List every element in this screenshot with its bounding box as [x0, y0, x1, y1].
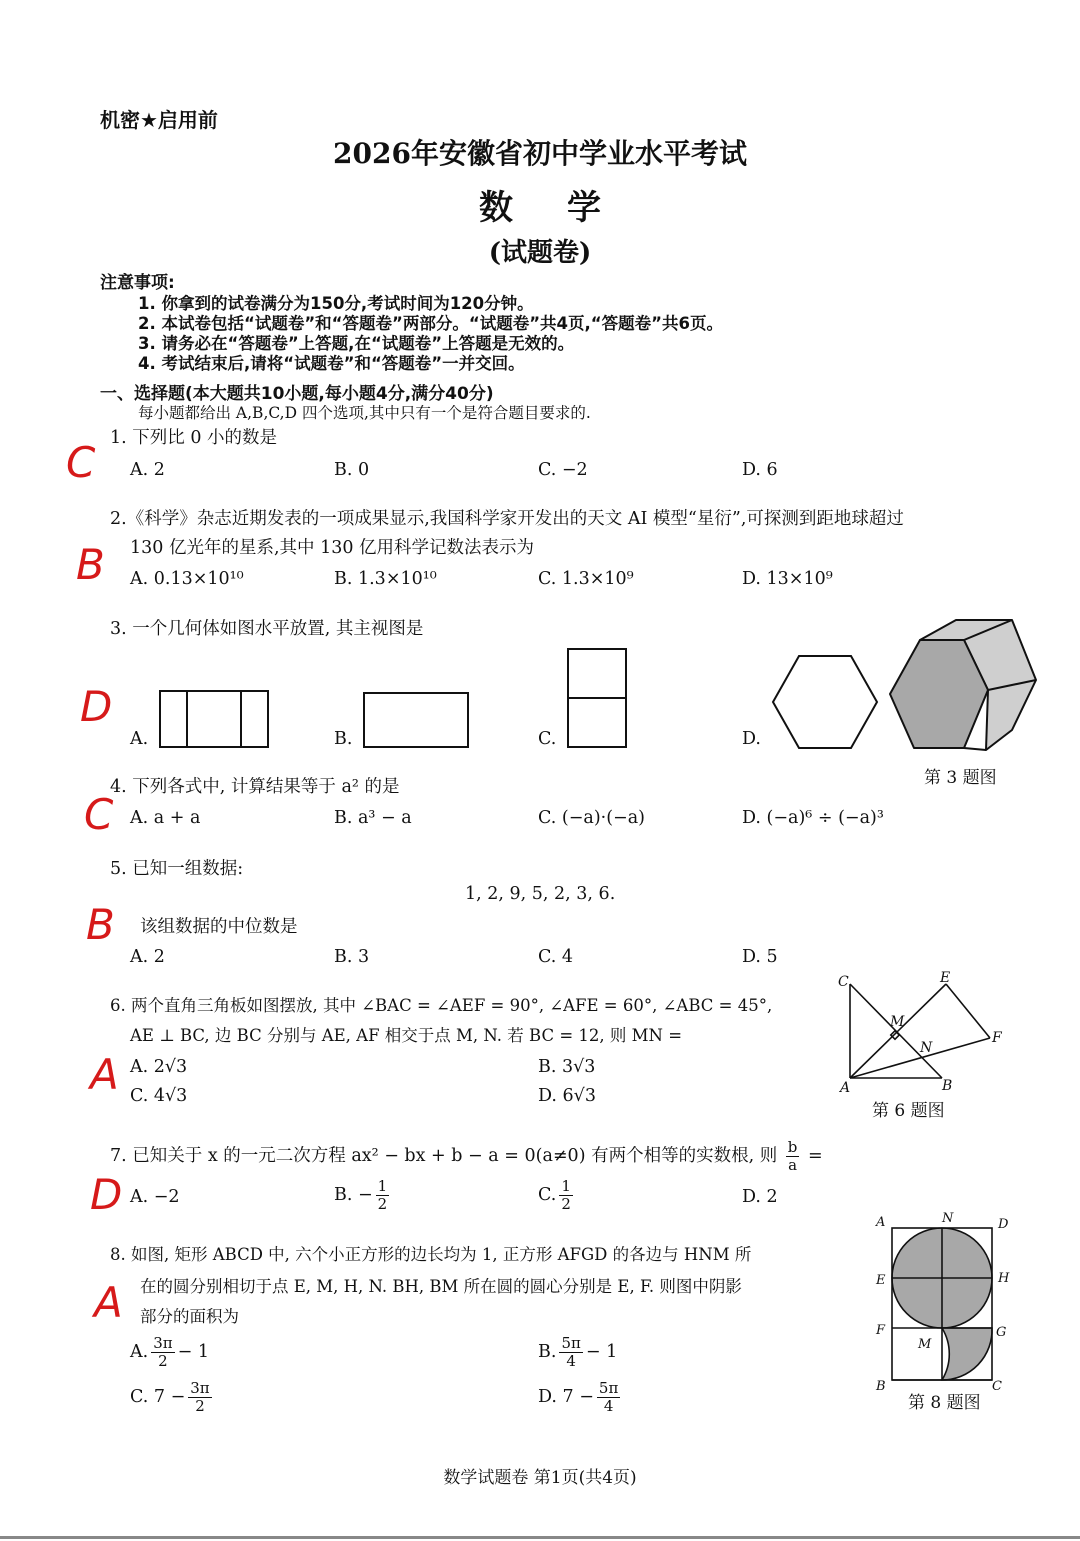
q4-option-c: C. (−a)·(−a)	[538, 808, 645, 828]
q6-figure	[830, 966, 1010, 1096]
q8-label-b: B	[876, 1379, 886, 1394]
q2-stem-line1: 2.《科学》杂志近期发表的一项成果显示,我国科学家开发出的天文 AI 模型“星衍”,可探测到距地球超过	[110, 509, 904, 529]
q6-label-a: A	[840, 1080, 851, 1096]
q6-stem-line2: AE ⊥ BC, 边 BC 分别与 AE, AF 相交于点 M, N. 若 BC = 12, 则 MN =	[130, 1026, 683, 1045]
q4-answer-mark: C	[84, 790, 114, 839]
q8-stem-line1: 8. 如图, 矩形 ABCD 中, 六个小正方形的边长均为 1, 正方形 AFGD 的各边与 HNM 所	[110, 1245, 752, 1264]
q8-option-b: B. $\frac{5\pi}{4}$ − 1	[538, 1334, 618, 1370]
q6-label-b: B	[942, 1078, 953, 1094]
q3-answer-mark: D	[80, 682, 113, 731]
q8-label-c: C	[992, 1379, 1002, 1394]
page-bottom-edge	[0, 1536, 1080, 1539]
q7-option-a: A. −2	[130, 1187, 180, 1207]
subject-title: 数学	[479, 188, 655, 228]
q3-option-d: D.	[742, 729, 761, 749]
q8-stem-line2: 在的圆分别相切于点 E, M, H, N. BH, BM 所在圆的圆心分别是 E, F. 则图中阴影	[140, 1277, 742, 1296]
q2-option-a: A. 0.13×10¹⁰	[130, 569, 244, 589]
q6-figure-caption: 第 6 题图	[872, 1101, 945, 1121]
q5-answer-mark: B	[86, 900, 115, 949]
q8-label-n: N	[942, 1211, 954, 1226]
q5-option-c: C. 4	[538, 947, 574, 967]
q1-option-d: D. 6	[742, 460, 778, 480]
q7-stem-text: 7. 已知关于 x 的一元二次方程 ax² − bx + b − a = 0(a≠0) 有两个相等的实数根, 则	[110, 1146, 778, 1166]
q3-option-b-figure	[364, 693, 468, 747]
q3-option-c-figure	[568, 649, 626, 747]
q5-option-d: D. 5	[742, 947, 778, 967]
q7-option-b: B. − $\frac{1}{2}$	[334, 1177, 388, 1213]
note-item: 4. 考试结束后,请将“试题卷”和“答题卷”一并交回。	[138, 354, 525, 373]
q8-stem-line3: 部分的面积为	[140, 1307, 239, 1326]
q6-label-e: E	[940, 970, 951, 986]
note-item: 2. 本试卷包括“试题卷”和“答题卷”两部分。“试题卷”共4页,“答题卷”共6页。	[138, 314, 723, 333]
q8-figure	[866, 1208, 1026, 1398]
q1-answer-mark: C	[66, 438, 96, 487]
q3-stem: 3. 一个几何体如图水平放置, 其主视图是	[110, 619, 424, 639]
section-desc: 每小题都给出 A,B,C,D 四个选项,其中只有一个是符合题目要求的.	[138, 404, 591, 422]
q7-equals: =	[807, 1146, 823, 1166]
q5-option-b: B. 3	[334, 947, 370, 967]
q3-solid-figure	[890, 620, 1036, 750]
q6-label-f: F	[992, 1030, 1002, 1046]
q8-label-g: G	[996, 1325, 1007, 1340]
note-item: 1. 你拿到的试卷满分为150分,考试时间为120分钟。	[138, 294, 534, 313]
q4-option-b: B. a³ − a	[334, 808, 412, 828]
q2-stem-line2: 130 亿光年的星系,其中 130 亿用科学记数法表示为	[130, 538, 535, 558]
q5-data: 1, 2, 9, 5, 2, 3, 6.	[465, 884, 616, 904]
q3-option-d-hexagon	[773, 656, 877, 748]
q3-option-b: B.	[334, 729, 353, 749]
q1-stem: 1. 下列比 0 小的数是	[110, 428, 278, 448]
q4-option-a: A. a + a	[130, 808, 201, 828]
q7-option-d: D. 2	[742, 1187, 778, 1207]
q8-label-h: H	[998, 1271, 1010, 1286]
q8-figure-caption: 第 8 题图	[908, 1393, 981, 1413]
q8-label-e: E	[876, 1273, 886, 1288]
q7-frac-den: a	[788, 1156, 798, 1174]
q6-label-c: C	[838, 974, 849, 990]
page-footer: 数学试题卷 第1页(共4页)	[443, 1468, 637, 1488]
q7-option-c: C. $\frac{1}{2}$	[538, 1177, 571, 1213]
q3-option-c: C.	[538, 729, 557, 749]
q6-option-b: B. 3√3	[538, 1057, 596, 1077]
exam-title: 2026年安徽省初中学业水平考试	[333, 137, 747, 170]
q8-label-d: D	[998, 1217, 1009, 1232]
q4-option-d: D. (−a)⁶ ÷ (−a)³	[742, 808, 884, 828]
q2-option-b: B. 1.3×10¹⁰	[334, 569, 437, 589]
q6-option-c: C. 4√3	[130, 1086, 188, 1106]
q8-answer-mark: A	[94, 1278, 123, 1327]
q2-option-d: D. 13×10⁹	[742, 569, 833, 589]
notes-title: 注意事项:	[100, 273, 175, 293]
q5-stem: 5. 已知一组数据:	[110, 859, 244, 879]
q3-figure-caption: 第 3 题图	[924, 768, 997, 788]
q1-option-c: C. −2	[538, 460, 588, 480]
paper-type: (试题卷)	[488, 238, 592, 268]
q5-stem-line2: 该组数据的中位数是	[140, 917, 298, 937]
q7-fraction	[786, 1139, 800, 1174]
q6-answer-mark: A	[90, 1050, 119, 1099]
q5-option-a: A. 2	[130, 947, 165, 967]
q1-option-b: B. 0	[334, 460, 370, 480]
q8-option-d: D. 7 − $\frac{5\pi}{4}$	[538, 1379, 619, 1415]
secret-label: 机密★启用前	[100, 108, 218, 132]
q2-option-c: C. 1.3×10⁹	[538, 569, 634, 589]
q8-option-c: C. 7 − $\frac{3\pi}{2}$	[130, 1379, 210, 1415]
q6-stem-line1: 6. 两个直角三角板如图摆放, 其中 ∠BAC = ∠AEF = 90°, ∠AFE = 60°, ∠ABC = 45°,	[110, 996, 773, 1015]
note-item: 3. 请务必在“答题卷”上答题,在“试题卷”上答题是无效的。	[138, 334, 575, 353]
q7-answer-mark: D	[90, 1170, 123, 1219]
q8-option-a: A. $\frac{3\pi}{2}$ − 1	[130, 1334, 209, 1370]
q8-label-a: A	[876, 1215, 886, 1230]
q6-option-a: A. 2√3	[130, 1057, 188, 1077]
q8-label-f: F	[876, 1323, 886, 1338]
section-title: 一、选择题(本大题共10小题,每小题4分,满分40分)	[100, 384, 494, 404]
q7-stem	[110, 1139, 823, 1174]
q6-option-d: D. 6√3	[538, 1086, 596, 1106]
q8-label-m: M	[918, 1337, 932, 1352]
q6-label-n: N	[920, 1040, 933, 1056]
q7-frac-num: b	[787, 1138, 798, 1156]
q6-label-m: M	[890, 1014, 905, 1030]
q1-option-a: A. 2	[130, 460, 165, 480]
q3-option-a: A.	[130, 729, 149, 749]
q4-stem: 4. 下列各式中, 计算结果等于 a² 的是	[110, 777, 400, 797]
q2-answer-mark: B	[76, 540, 105, 589]
q3-option-a-figure	[160, 691, 268, 747]
